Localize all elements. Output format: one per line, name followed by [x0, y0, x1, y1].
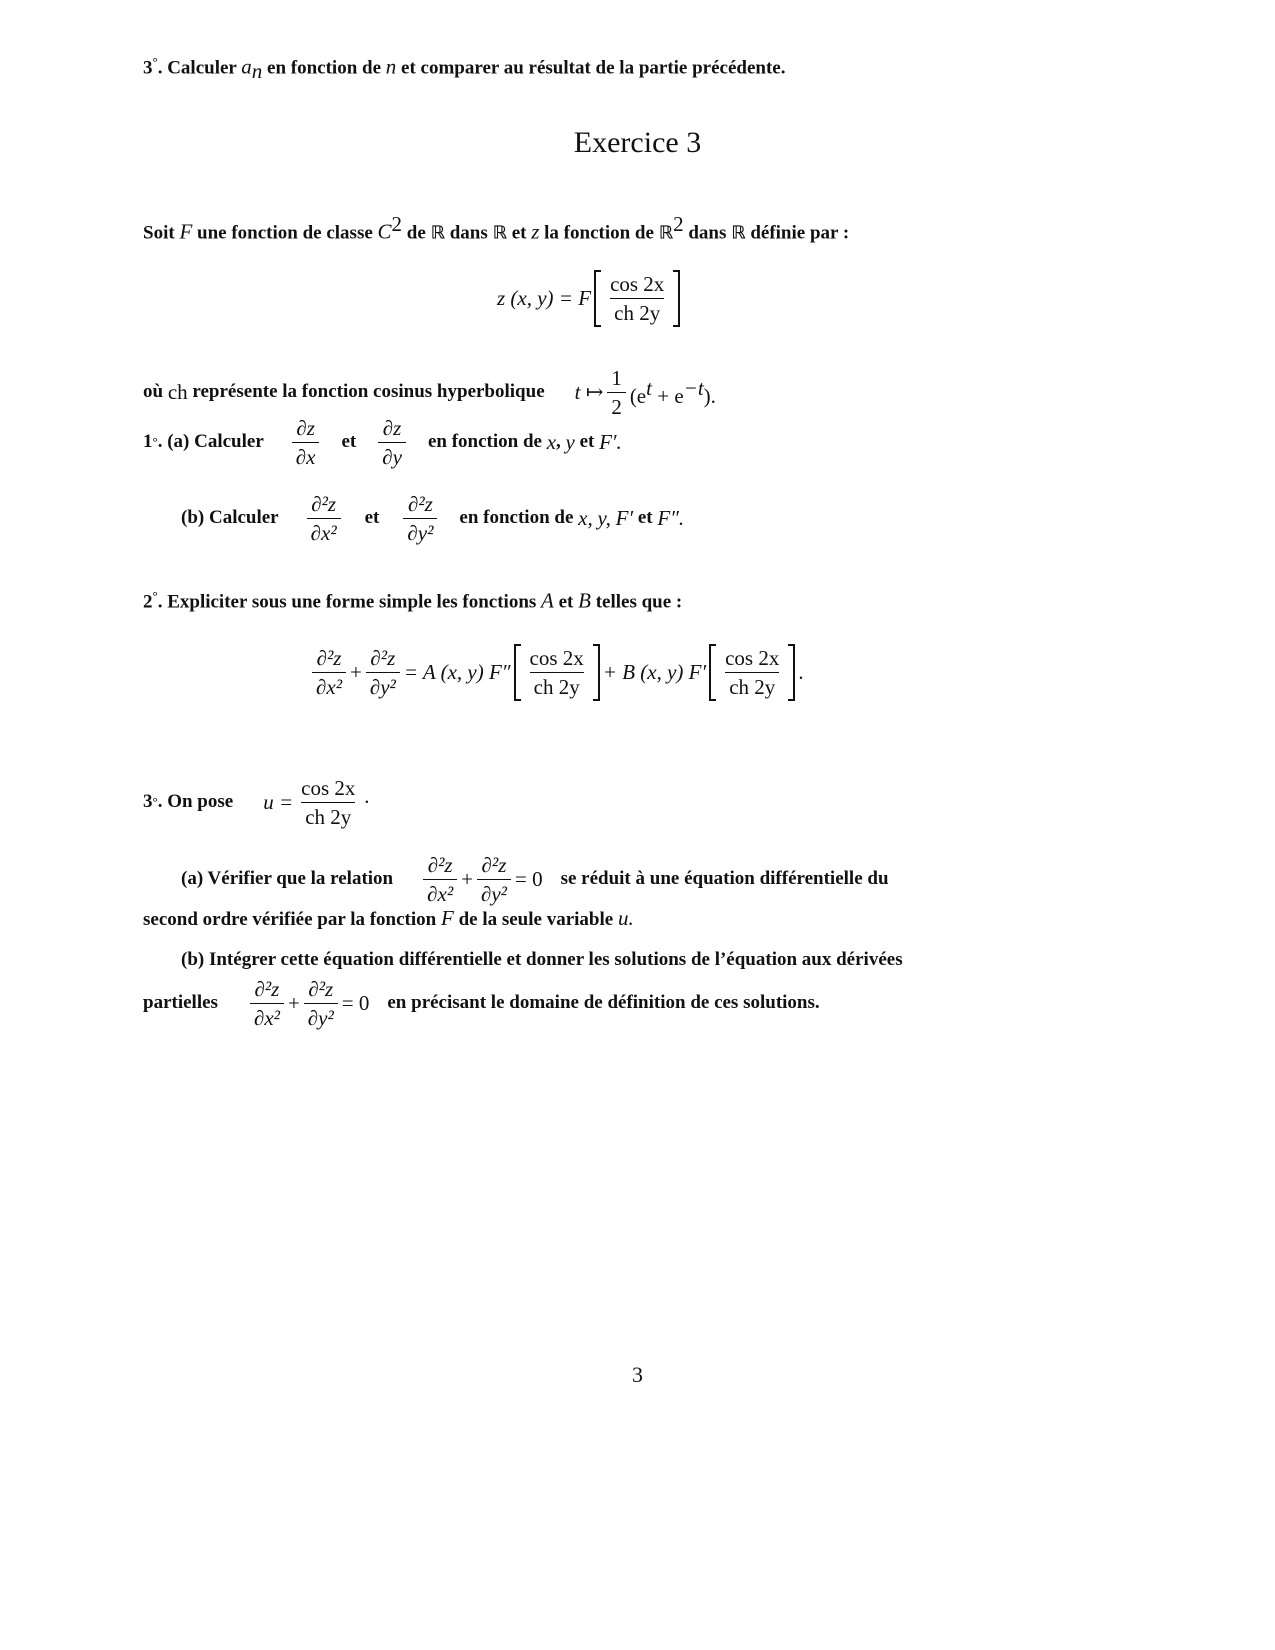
question-3: 3 ° . On pose u = $\frac{\cos 2x}{ch 2y}$ · [143, 775, 371, 829]
question-3a: (a) Vérifier que la relation $\frac{\text{∂²z}}{\text{∂x²}}$ + $\frac{\text{∂²z}}{\text{∂y²}}$ = 0 se réduit à une équation différentielle du [181, 852, 889, 906]
d2z-dy2-fraction: $\frac{\text{∂²z}}{\text{∂y²}}$ [366, 644, 400, 701]
fraction: $\frac{\cos 2x}{ch 2y}$ [529, 645, 584, 699]
dz-dy-fraction: $\frac{\partial z}{\partial y}$ [378, 414, 406, 471]
u-fraction: $\frac{\cos 2x}{ch 2y}$ [301, 775, 356, 829]
d2z-dx2-fraction: $\frac{\text{∂²z}}{\text{∂x²}}$ [307, 490, 341, 547]
bracket [594, 270, 680, 327]
question-3b-continued: partielles $\frac{\text{∂²z}}{\text{∂x²}}$ + $\frac{\text{∂²z}}{\text{∂y²}}$ = 0 en précisant le domaine de définition de ces solutions. [143, 976, 820, 1030]
fraction: $\frac{\cos 2x}{ch 2y}$ [725, 645, 780, 699]
ch-definition: où ch représente la fonction cosinus hyperbolique t ↦ $\frac{1}{2}$ $(e^t + e^{-t})$. [143, 365, 716, 419]
question-2: 2°. Expliciter sous une forme simple les fonctions A et B telles que : [143, 588, 683, 613]
dz-dx-fraction: $\frac{\partial z}{\partial x}$ [292, 414, 320, 471]
d2z-dx2-fraction: $\frac{\text{∂²z}}{\text{∂x²}}$ [423, 851, 457, 908]
bracket [709, 644, 795, 701]
exercise-title: Exercice 3 [573, 126, 702, 159]
half-fraction: $\frac{1}{2}$ [607, 364, 626, 421]
question-1b: (b) Calculer $\frac{\text{∂²z}}{\text{∂x²}}$ et $\frac{\text{∂²z}}{\text{∂y²}}$ en fonction de x, y, F′ et F″. [181, 491, 685, 545]
question-3a-continued: second ordre vérifiée par la fonction F de la seule variable u. [143, 906, 634, 930]
fraction: $\frac{\cos 2x}{ch 2y}$ [610, 271, 665, 325]
question-3b: (b) Intégrer cette équation différentielle et donner les solutions de l’équation aux dérivées [181, 949, 903, 970]
page-number: 3 [632, 1362, 643, 1387]
definition-equation: z (x, y) = F $\frac{\cos 2x}{ch 2y}$ [497, 262, 683, 334]
d2z-dy2-fraction: $\frac{\text{∂²z}}{\text{∂y²}}$ [403, 490, 437, 547]
q2-equation: $\frac{\text{∂²z}}{\text{∂x²}}$ + $\frac{\text{∂²z}}{\text{∂y²}}$ = A (x, y) F″ $\frac{\cos 2x}{ch 2y}$ + B (x, y) F′ $\frac{\cos 2x}{ch 2y}$ . [308, 634, 804, 710]
header-question: 3°. Calculer $a_n$ en fonction de n et comparer au résultat de la partie précédente. [143, 54, 786, 84]
d2z-dy2-fraction: $\frac{\text{∂²z}}{\text{∂y²}}$ [304, 975, 338, 1032]
d2z-dy2-fraction: $\frac{\text{∂²z}}{\text{∂y²}}$ [477, 851, 511, 908]
d2z-dx2-fraction: $\frac{\text{∂²z}}{\text{∂x²}}$ [250, 975, 284, 1032]
question-1a: 1 ° . (a) Calculer $\frac{\partial z}{\partial x}$ et $\frac{\partial z}{\partial y}$ en fonction de x , y et F′. [143, 415, 622, 469]
bracket [514, 644, 600, 701]
d2z-dx2-fraction: $\frac{\text{∂²z}}{\text{∂x²}}$ [312, 644, 346, 701]
intro-paragraph: Soit F une fonction de classe $C^2$ de ℝ dans ℝ et z la fonction de ℝ$^2$ dans ℝ définie par : [143, 212, 850, 244]
